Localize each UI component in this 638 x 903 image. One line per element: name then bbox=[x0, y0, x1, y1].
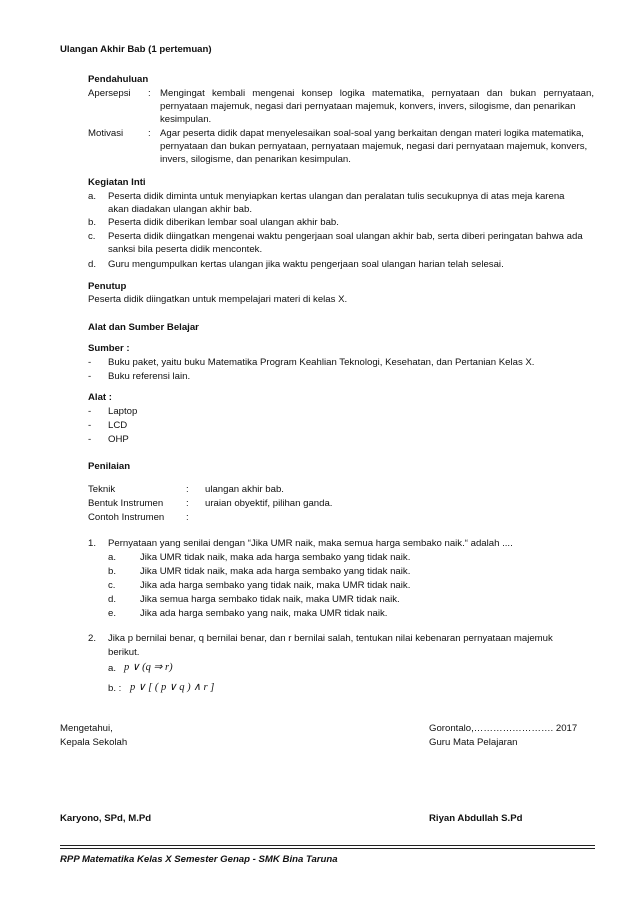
pendahuluan-title: Pendahuluan bbox=[88, 74, 149, 85]
penilaian-value-teknik: ulangan akhir bab. bbox=[205, 484, 284, 495]
soal-1-number: 1. bbox=[88, 538, 97, 549]
soal-1-option-letter: b. bbox=[108, 566, 117, 577]
soal-2a-expression: p ∨ (q ⇒ r) bbox=[124, 662, 173, 673]
alat-dash-2: - bbox=[88, 420, 92, 431]
soal-2a-label: a. bbox=[108, 663, 117, 674]
kegiatan-item-c: Peserta didik diingatkan mengenai waktu pengerjaan soal ulangan akhir bab, serta diberi peringatan bahwa ada sanksi bila peserta didik mencontek. bbox=[108, 231, 583, 255]
soal-1-option-letter: a. bbox=[108, 552, 117, 563]
soal-1-option-letter: d. bbox=[108, 594, 117, 605]
soal-2b-label: b. : bbox=[108, 683, 122, 694]
soal-2-number: 2. bbox=[88, 633, 97, 644]
kegiatan-item-b-letter: b. bbox=[88, 217, 97, 228]
penilaian-colon: : bbox=[186, 498, 189, 509]
penutup-title: Penutup bbox=[88, 281, 127, 292]
penilaian-colon: : bbox=[186, 512, 189, 523]
motivasi-label: Motivasi bbox=[88, 128, 124, 139]
signature-right-name: Riyan Abdullah S.Pd bbox=[429, 813, 523, 824]
alat-dash-1: - bbox=[88, 406, 92, 417]
kegiatan-item-a-letter: a. bbox=[88, 191, 97, 202]
alat-title: Alat : bbox=[88, 392, 112, 403]
soal-2-line1: Jika p bernilai benar, q bernilai benar, dan r bernilai salah, tentukan nilai kebenaran pernyataan majemuk bbox=[108, 633, 553, 644]
apersepsi-text: Mengingat kembali mengenai konsep logika matematika, pernyataan dan bukan pernyataan, pernyataan majemuk, negasi dari pernyataan majemuk, konvers, invers, silogisme, dan penarikan kesimpulan. bbox=[160, 88, 594, 125]
signature-left-line2: Kepala Sekolah bbox=[60, 737, 128, 748]
penilaian-label-bentuk: Bentuk Instrumen bbox=[88, 498, 164, 509]
penutup-text: Peserta didik diingatkan untuk mempelajari materi di kelas X. bbox=[88, 294, 348, 305]
penilaian-value-bentuk: uraian obyektif, pilihan ganda. bbox=[205, 498, 333, 509]
sumber-dash-1: - bbox=[88, 357, 92, 368]
sumber-item: Buku paket, yaitu buku Matematika Program Keahlian Teknologi, Kesehatan, dan Pertanian Kelas X. bbox=[108, 357, 535, 368]
alat-item: LCD bbox=[108, 420, 128, 431]
soal-1-option: Jika UMR tidak naik, maka ada harga sembako yang tidak naik. bbox=[140, 552, 411, 563]
signature-right-line2: Guru Mata Pelajaran bbox=[429, 737, 518, 748]
soal-1-option: Jika ada harga sembako yang naik, maka UMR tidak naik. bbox=[140, 608, 388, 619]
kegiatan-item-b: Peserta didik diberikan lembar soal ulangan akhir bab. bbox=[108, 217, 339, 228]
soal-1-question: Pernyataan yang senilai dengan “Jika UMR naik, maka semua harga sembako naik.“ adalah .... bbox=[108, 538, 513, 549]
alat-sumber-title: Alat dan Sumber Belajar bbox=[88, 322, 199, 333]
kegiatan-item-a: Peserta didik diminta untuk menyiapkan kertas ulangan dan peralatan tulis secukupnya di atas meja karena akan diadakan ulangan akhir bab. bbox=[108, 191, 565, 215]
footer-text: RPP Matematika Kelas X Semester Genap - SMK Bina Taruna bbox=[60, 854, 338, 865]
sumber-item: Buku referensi lain. bbox=[108, 371, 191, 382]
footer-rule-top bbox=[60, 845, 595, 846]
signature-left-name: Karyono, SPd, M.Pd bbox=[60, 813, 152, 824]
apersepsi-colon: : bbox=[148, 88, 151, 99]
soal-1-option: Jika ada harga sembako yang tidak naik, maka UMR tidak naik. bbox=[140, 580, 411, 591]
sumber-dash-2: - bbox=[88, 371, 92, 382]
kegiatan-item-c-letter: c. bbox=[88, 231, 96, 242]
footer-rule-bottom bbox=[60, 848, 595, 849]
motivasi-colon: : bbox=[148, 128, 151, 139]
soal-1-option-letter: e. bbox=[108, 608, 117, 619]
penilaian-colon: : bbox=[186, 484, 189, 495]
page-heading: Ulangan Akhir Bab (1 pertemuan) bbox=[60, 44, 212, 55]
apersepsi-label: Apersepsi bbox=[88, 88, 131, 99]
motivasi-text: Agar peserta didik dapat menyelesaikan soal-soal yang berkaitan dengan materi logika matematika, pernyataan dan bukan pernyataan, pernyataan majemuk, negasi dari pernyataan majemuk, konvers, invers, silogisme, dan penarikan kesimpulan. bbox=[160, 128, 588, 165]
penilaian-title: Penilaian bbox=[88, 461, 131, 472]
penilaian-label-contoh: Contoh Instrumen bbox=[88, 512, 165, 523]
alat-item: Laptop bbox=[108, 406, 138, 417]
signature-left-line1: Mengetahui, bbox=[60, 723, 113, 734]
signature-right-line1: Gorontalo,……………………. 2017 bbox=[429, 723, 578, 734]
sumber-title: Sumber : bbox=[88, 343, 130, 354]
kegiatan-inti-title: Kegiatan Inti bbox=[88, 177, 146, 188]
soal-1-option-letter: c. bbox=[108, 580, 116, 591]
kegiatan-item-d: Guru mengumpulkan kertas ulangan jika waktu pengerjaan soal ulangan harian telah selesai. bbox=[108, 259, 504, 270]
kegiatan-item-d-letter: d. bbox=[88, 259, 97, 270]
penilaian-label-teknik: Teknik bbox=[88, 484, 116, 495]
soal-1-option: Jika semua harga sembako tidak naik, maka UMR tidak naik. bbox=[140, 594, 400, 605]
soal-1-option: Jika UMR tidak naik, maka ada harga sembako yang tidak naik. bbox=[140, 566, 411, 577]
alat-dash-3: - bbox=[88, 434, 92, 445]
soal-2-line2: berikut. bbox=[108, 647, 140, 658]
soal-2b-expression: p ∨ [ ( p ∨ q ) ∧ r ] bbox=[130, 682, 215, 693]
alat-item: OHP bbox=[108, 434, 129, 445]
